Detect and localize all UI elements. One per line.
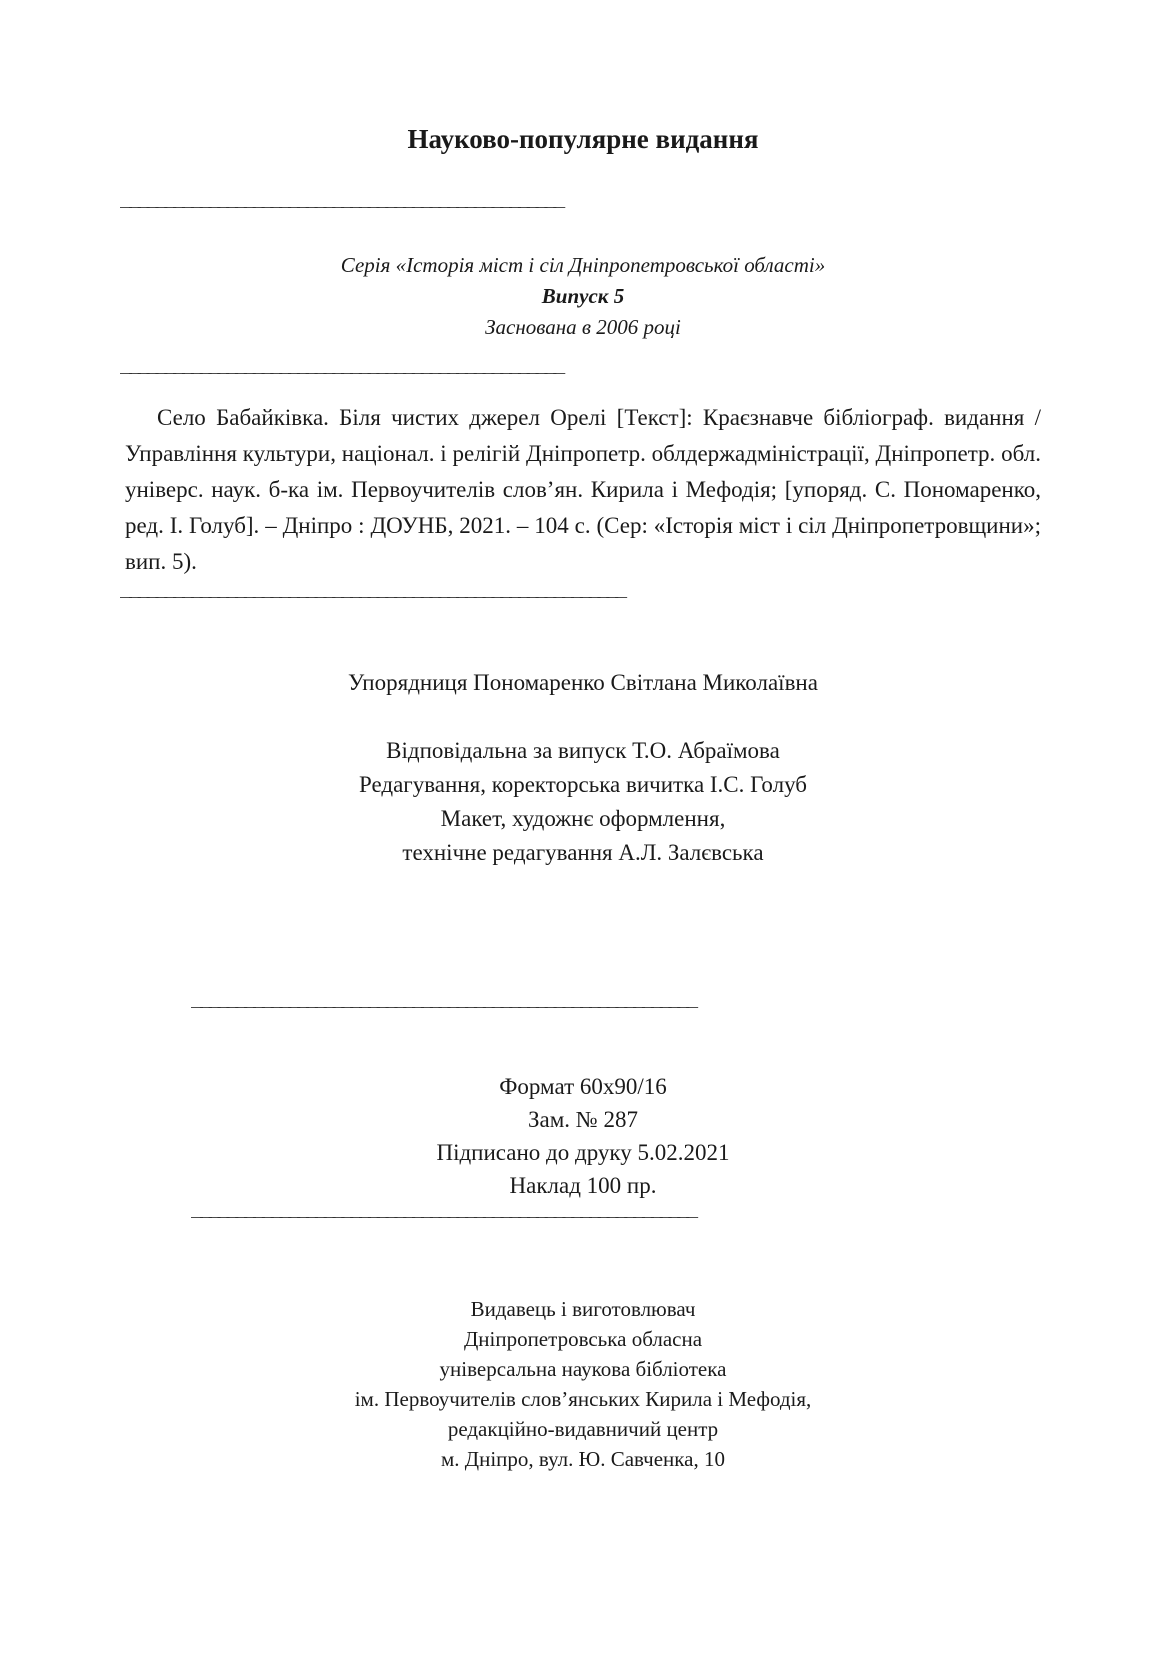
publisher-line: редакційно-видавничий центр xyxy=(447,1417,719,1441)
series-info xyxy=(0,250,1166,343)
responsible-credit: Відповідальна за випуск Т.О. Абраїмова xyxy=(386,738,780,763)
layout-credit: Макет, художнє оформлення, xyxy=(440,806,726,831)
divider-rule: __________________________________________________ xyxy=(120,350,563,374)
print-run-line: Наклад 100 пр. xyxy=(509,1173,657,1198)
signed-line: Підписано до друку 5.02.2021 xyxy=(436,1140,730,1165)
compiler-credit: Упорядниця Пономаренко Світлана Миколаївна xyxy=(348,670,818,695)
series-issue: Випуск 5 xyxy=(541,284,625,308)
publisher-block xyxy=(0,1294,1166,1474)
publisher-line: Видавець і виготовлювач xyxy=(470,1297,696,1321)
divider-rule: _________________________________________________________ xyxy=(120,574,624,598)
divider-rule: __________________________________________________ xyxy=(120,184,563,208)
technical-editing-credit: технічне редагування А.Л. Залєвська xyxy=(402,840,764,865)
editing-credit: Редагування, коректорська вичитка І.С. Голуб xyxy=(359,772,807,797)
publisher-line: Дніпропетровська обласна xyxy=(463,1327,703,1351)
bibliographic-record xyxy=(125,400,1041,580)
order-line: Зам. № 287 xyxy=(528,1107,638,1132)
imprint-block xyxy=(0,1070,1166,1202)
page-title: Науково-популярне видання xyxy=(407,124,759,154)
publisher-line: ім. Первоучителів слов’янських Кирила і Мефодія, xyxy=(354,1387,812,1411)
series-name: Серія «Історія міст і сіл Дніпропетровської області» xyxy=(340,253,826,277)
publisher-line: універсальна наукова бібліотека xyxy=(439,1357,727,1381)
publisher-address: м. Дніпро, вул. Ю. Савченка, 10 xyxy=(440,1447,726,1471)
divider-rule: _________________________________________________________ xyxy=(191,1194,695,1218)
series-founded: Заснована в 2006 році xyxy=(485,315,681,339)
divider-rule: _________________________________________________________ xyxy=(191,984,695,1008)
staff-credits xyxy=(0,734,1166,870)
bibliographic-record-text: Село Бабайківка. Біля чистих джерел Орелі [Текст]: Краєзнавче бібліограф. видання / Управління культури, націонал. і релігій Дніпропетр. облдержадміністрації, Дніпропетр. обл. універс. наук. б-ка ім. Первоучителів слов’ян. Кирила і Мефодія; [упоряд. С. Пономаренко, ред. І. Голуб]. – Дніпро : ДОУНБ, 2021. – 104 с. (Сер: «Історія міст і сіл Дніпропетровщини»; вип. 5). xyxy=(125,405,1041,574)
format-line: Формат 60х90/16 xyxy=(499,1074,667,1099)
